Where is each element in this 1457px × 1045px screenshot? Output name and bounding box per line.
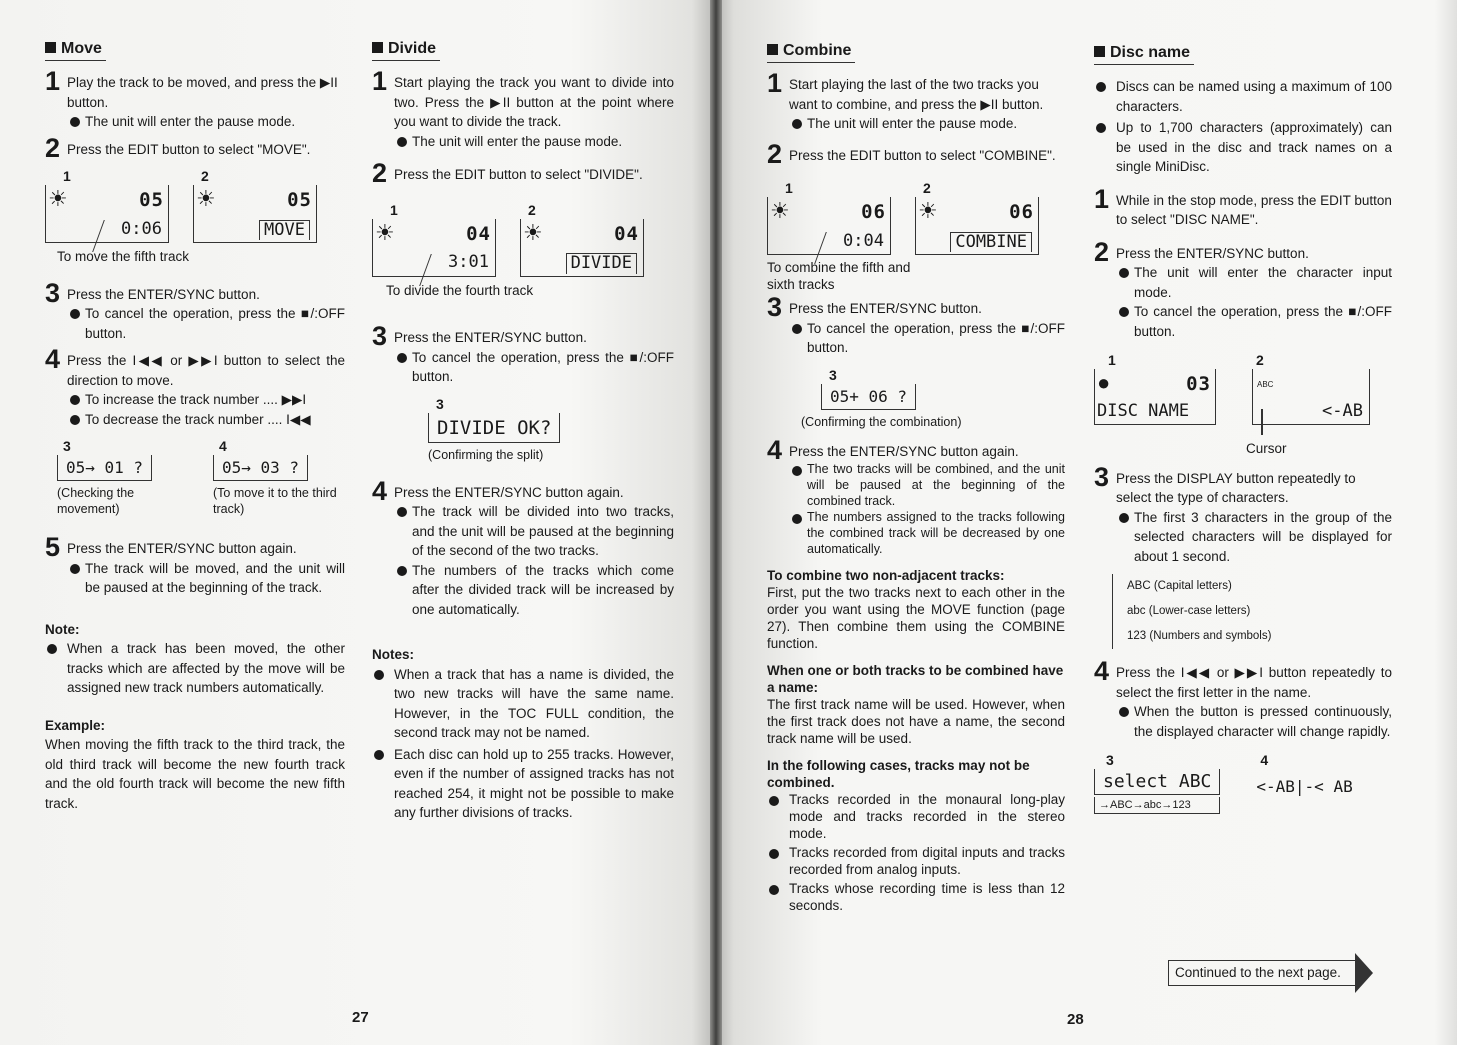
combine-case-3: Tracks whose recording time is less than 12 seconds. bbox=[767, 880, 1065, 914]
discname-step-3: 3 Press the DISPLAY button repeatedly to select the type of characters. The first 3 characters in the group of the selected characters will be displayed for about 1 second. bbox=[1094, 469, 1392, 567]
disc-icon: ☀ bbox=[523, 219, 543, 245]
page-number-left: 27 bbox=[352, 1009, 369, 1026]
lcd-display-2: ☀ 04 DIVIDE bbox=[520, 219, 644, 277]
combine-section bbox=[767, 40, 1065, 916]
move-figure-confirm: 3 05→ 01 ? (Checking the movement) 4 05→ 03 ? (To move it to the third track) bbox=[57, 438, 337, 516]
combine-cases-heading: In the following cases, tracks may not be combined. bbox=[767, 758, 1030, 790]
divide-note-1: When a track that has a name is divided, the two new tracks will have the same name. However, in the TOC FULL condition, the second track may not be named. bbox=[372, 665, 674, 743]
divide-title: Divide bbox=[372, 38, 440, 61]
combine-step-4: 4 Press the ENTER/SYNC button again. The two tracks will be combined, and the unit will be paused at the beginning of the combined track. The numbers assigned to the tracks following the combined track will be decreased by one automatically. bbox=[767, 434, 1065, 556]
combine-case-2: Tracks recorded from digital inputs and tracks recorded from analog inputs. bbox=[767, 844, 1065, 878]
move-section bbox=[45, 38, 345, 813]
combine-figure-confirm: 3 05+ 06 ? (Confirming the combination) bbox=[801, 366, 962, 429]
move-figure-caption: To move the fifth track bbox=[57, 249, 190, 264]
disc-icon: ☀ bbox=[196, 186, 216, 211]
divide-step-4: 4 Press the ENTER/SYNC button again. The track will be divided into two tracks, and the unit will be paused at the beginning of the second of the two tracks. The numbers of the tracks which come after the divided track will be increased by one automatically. bbox=[372, 483, 674, 620]
discname-section bbox=[1094, 42, 1392, 814]
lcd-display-2: ☀ 05 MOVE bbox=[193, 185, 317, 243]
lcd-display-1: ● 03 DISC NAME bbox=[1094, 369, 1216, 425]
lcd-display-1: ☀ 06 0:04 bbox=[767, 197, 891, 255]
page-number-right: 28 bbox=[1067, 1011, 1084, 1028]
combine-title: Combine bbox=[767, 40, 855, 63]
continued-arrow-box: Continued to the next page. bbox=[1168, 960, 1356, 986]
move-step-2: 2 Press the EDIT button to select "MOVE". bbox=[45, 132, 311, 163]
lcd-display-2: ABC <-AB bbox=[1252, 369, 1370, 425]
combine-named-text: The first track name will be used. However, when the first track does not have a name, the second track name will be used. bbox=[767, 697, 1065, 746]
divide-figure-confirm: 3 DIVIDE OK? (Confirming the split) bbox=[428, 395, 674, 463]
move-title: Move bbox=[45, 38, 106, 61]
combine-nonadjacent-text: First, put the two tracks next to each other in the order you want using the MOVE function (page 27). Then combine them using the COMBINE function. bbox=[767, 585, 1065, 651]
combine-figure-caption: To combine the fifth and sixth tracks bbox=[767, 260, 911, 292]
disc-icon: ● bbox=[1097, 370, 1111, 395]
lcd-display-1: ☀ 05 0:06 bbox=[45, 185, 169, 243]
divide-step-1: 1 Start playing the track you want to divide into two. Press the ▶II button at the point where you want to divide the track. The unit will enter the pause mode. bbox=[372, 73, 674, 151]
book-gutter bbox=[710, 0, 722, 1045]
move-step-3: 3 Press the ENTER/SYNC button. To cancel the operation, press the ■/:OFF button. bbox=[45, 285, 345, 344]
move-step-5: 5 Press the ENTER/SYNC button again. The track will be moved, and the unit will be paused at the beginning of the track. bbox=[45, 539, 345, 598]
divide-note-2: Each disc can hold up to 255 tracks. However, even if the number of assigned tracks has not reached 254, it might not be possible to make any further divisions of tracks. bbox=[372, 745, 674, 823]
divide-step-3: 3 Press the ENTER/SYNC button. To cancel the operation, press the ■/:OFF button. bbox=[372, 328, 674, 387]
discname-bullet-2: Up to 1,700 characters (approximately) can be used in the disc and track names on a single MiniDisc. bbox=[1094, 118, 1392, 177]
combine-case-1: Tracks recorded in the monaural long-play mode and tracks recorded in the stereo mode. bbox=[767, 791, 1065, 842]
divide-figure-caption: To divide the fourth track bbox=[386, 282, 534, 298]
disc-icon: ☀ bbox=[770, 198, 790, 223]
character-type-list: ABC (Capital letters) abc (Lower-case letters) 123 (Numbers and symbols) bbox=[1112, 574, 1392, 649]
combine-named-heading: When one or both tracks to be combined have a name: bbox=[767, 663, 1064, 695]
discname-step-4: 4 Press the I◀◀ or ▶▶I button repeatedly to select the first letter in the name. When the button is pressed continuously, the displayed character will change rapidly. bbox=[1094, 663, 1392, 741]
divide-section bbox=[372, 38, 674, 825]
divide-notes-heading: Notes: bbox=[372, 647, 415, 662]
disc-icon: ☀ bbox=[48, 186, 68, 211]
combine-step-1: 1 Start playing the last of the two tracks you want to combine, and press the ▶II button. The unit will enter the pause mode. bbox=[767, 75, 1065, 134]
discname-figure-displays: 1 ● 03 DISC NAME 2 ABC <-AB Cursor bbox=[1094, 351, 1392, 459]
move-step-4: 4 Press the I◀◀ or ▶▶I button to select the direction to move. To increase the track number .... ▶▶I To decrease the track number .... I◀◀ bbox=[45, 351, 345, 429]
combine-step-2: 2 Press the EDIT button to select "COMBINE". bbox=[767, 138, 1056, 169]
lcd-display-1: ☀ 04 3:01 bbox=[372, 219, 496, 277]
disc-icon: ☀ bbox=[918, 198, 938, 223]
move-note: When a track has been moved, the other tracks which are affected by the move will be assigned new track numbers automatically. bbox=[45, 639, 345, 698]
discname-step-2: 2 Press the ENTER/SYNC button. The unit will enter the character input mode. To cancel the operation, press the ■/:OFF button. bbox=[1094, 244, 1392, 342]
discname-figure-select: 3 select ABC →ABC→abc→123 4 <-AB|-< AB bbox=[1094, 751, 1392, 814]
move-example: When moving the fifth track to the third track, the old third track will become the new fourth track and the old fourth track will become the new fifth track. bbox=[45, 737, 345, 811]
combine-nonadjacent-heading: To combine two non-adjacent tracks: bbox=[767, 568, 1005, 583]
discname-step-1: 1 While in the stop mode, press the EDIT button to select "DISC NAME". bbox=[1094, 183, 1392, 227]
lcd-display-2: ☀ 06 COMBINE bbox=[915, 197, 1039, 255]
divide-figure-displays: 1 ☀ 04 3:01 2 ☀ 04 DIVIDE bbox=[372, 201, 674, 277]
move-figure-displays: 1 ☀ 05 0:06 2 ☀ 05 MOVE bbox=[45, 167, 345, 243]
arrow-right-icon bbox=[1355, 953, 1373, 993]
disc-icon: ☀ bbox=[375, 219, 395, 245]
move-example-heading: Example: bbox=[45, 717, 106, 733]
divide-step-2: 2 Press the EDIT button to select "DIVIDE". bbox=[372, 158, 643, 188]
combine-figure-displays: 1 ☀ 06 0:04 2 ☀ 06 COMBINE bbox=[767, 179, 1065, 255]
cursor-label: Cursor bbox=[1246, 441, 1287, 456]
move-note-heading: Note: bbox=[45, 621, 80, 637]
discname-title: Disc name bbox=[1094, 42, 1194, 65]
move-step-1: 1 Play the track to be moved, and press the ▶II button. The unit will enter the pause mode. bbox=[45, 73, 345, 132]
discname-bullet-1: Discs can be named using a maximum of 100 characters. bbox=[1094, 77, 1392, 116]
combine-step-3: 3 Press the ENTER/SYNC button. To cancel the operation, press the ■/:OFF button. bbox=[767, 299, 1065, 358]
